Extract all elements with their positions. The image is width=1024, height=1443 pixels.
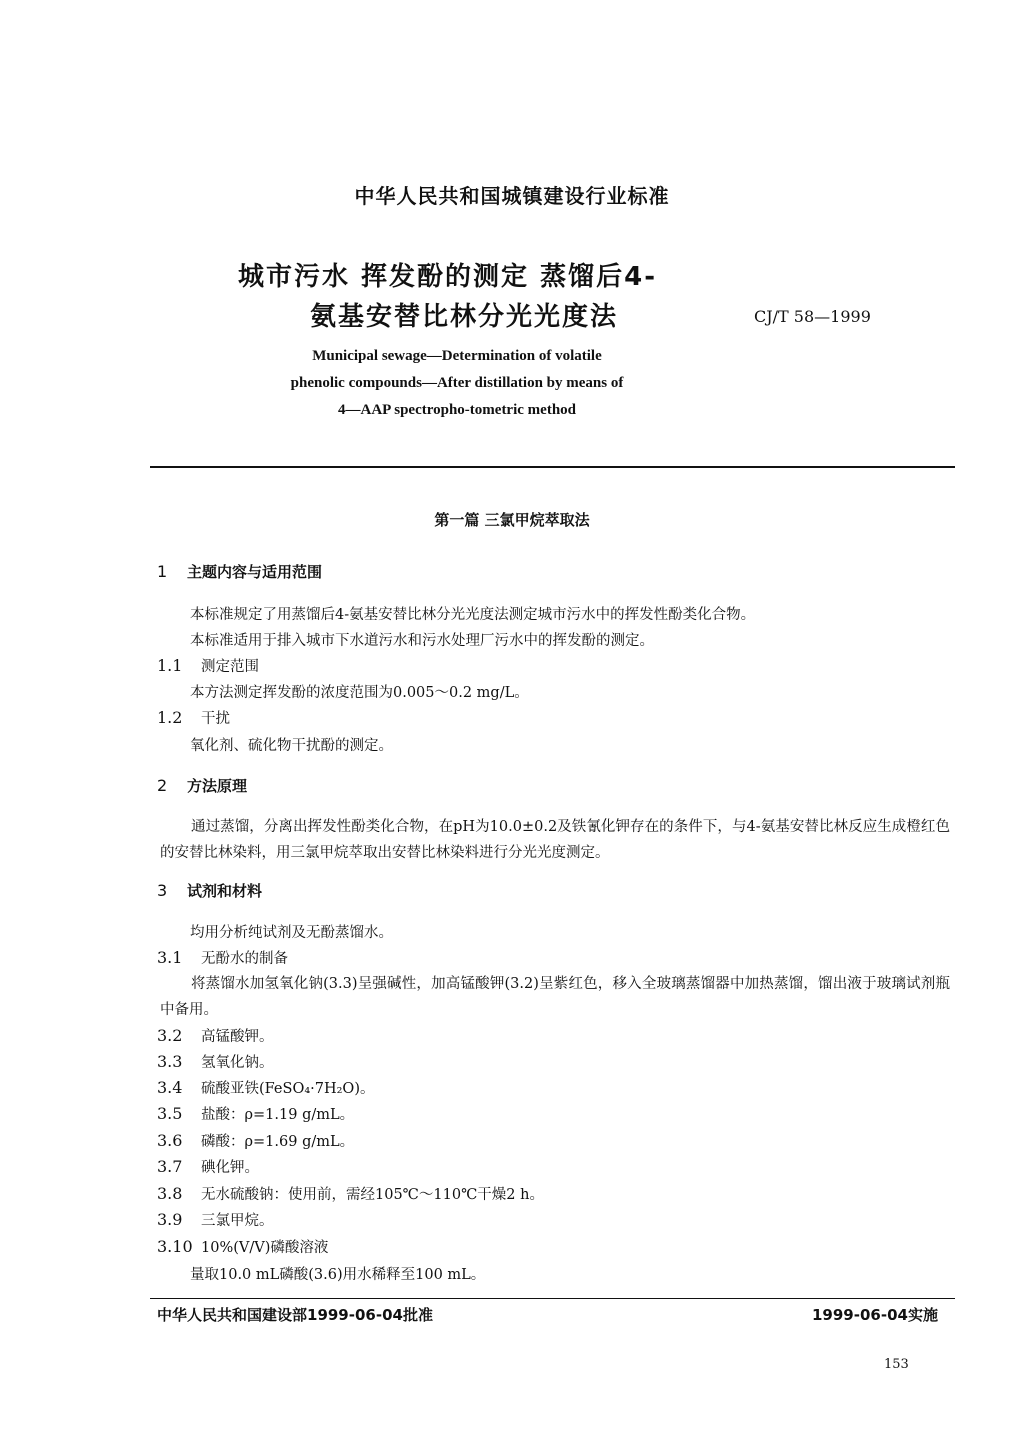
section-1-heading (157, 561, 322, 582)
item-number: 3.7 (157, 1157, 183, 1176)
item-number: 3.3 (157, 1052, 183, 1071)
section-title: 方法原理 (187, 777, 248, 795)
title-line-2: 氨基安替比林分光光度法 (310, 302, 619, 332)
implementation-date: 1999-06-04实施 (812, 1306, 938, 1324)
list-item (157, 1209, 274, 1230)
subsection-1-1-heading (157, 655, 259, 676)
part-title: 第一篇 三氯甲烷萃取法 (434, 511, 590, 529)
page-number: 153 (884, 1357, 909, 1372)
paragraph: 氧化剂、硫化物干扰酚的测定。 (190, 738, 393, 754)
item-text: 无水硫酸钠：使用前，需经105℃～110℃干燥2 h。 (201, 1187, 544, 1203)
paragraph: 均用分析纯试剂及无酚蒸馏水。 (190, 925, 393, 941)
item-text: 磷酸：ρ=1.69 g/mL。 (201, 1134, 355, 1150)
item-text: 氢氧化钠。 (201, 1055, 274, 1071)
list-item (157, 1077, 374, 1098)
title-line-1: 城市污水 挥发酚的测定 蒸馏后4- (238, 262, 657, 292)
item-number: 3.6 (157, 1131, 183, 1150)
english-title-line-2: phenolic compounds—After distillation by means of (290, 375, 624, 391)
subsection-3-1-heading (157, 947, 288, 968)
approval-text: 中华人民共和国建设部1999-06-04批准 (157, 1306, 433, 1324)
list-item (157, 1025, 274, 1046)
subsection-number: 1.2 (157, 708, 183, 727)
list-item (157, 1130, 354, 1151)
english-title-line-3: 4—AAP spectropho-tometric method (337, 402, 576, 418)
section-number: 2 (157, 776, 168, 795)
paragraph: 本方法测定挥发酚的浓度范围为0.005～0.2 mg/L。 (190, 685, 529, 701)
subsection-title: 干扰 (201, 711, 230, 727)
section-number: 3 (157, 881, 168, 900)
list-item (157, 1236, 328, 1257)
item-text: 三氯甲烷。 (201, 1213, 274, 1229)
section-2-heading (157, 775, 247, 796)
list-item (157, 1156, 259, 1177)
footer-divider (150, 1298, 955, 1299)
english-title-line-1: Municipal sewage—Determination of volatile (312, 348, 602, 364)
item-text: 碘化钾。 (201, 1160, 259, 1176)
paragraph: 本标准规定了用蒸馏后4-氨基安替比林分光光度法测定城市污水中的挥发性酚类化合物。 (190, 607, 756, 623)
item-text: 10%(V/V)磷酸溶液 (201, 1240, 329, 1256)
subsection-1-2-heading (157, 707, 230, 728)
list-item (157, 1051, 274, 1072)
subsection-title: 测定范围 (201, 659, 259, 675)
item-number: 3.10 (157, 1237, 193, 1256)
subsection-number: 3.1 (157, 948, 183, 967)
section-title: 试剂和材料 (187, 882, 263, 900)
item-text: 盐酸：ρ=1.19 g/mL。 (201, 1107, 355, 1123)
header-divider (150, 466, 955, 468)
section-title: 主题内容与适用范围 (187, 563, 323, 581)
list-item (157, 1183, 544, 1204)
standard-body-header: 中华人民共和国城镇建设行业标准 (354, 184, 670, 208)
section-3-heading (157, 880, 262, 901)
item-text: 硫酸亚铁(FeSO₄·7H₂O)。 (201, 1081, 375, 1097)
paragraph: 量取10.0 mL磷酸(3.6)用水稀释至100 mL。 (190, 1267, 486, 1283)
paragraph: 通过蒸馏，分离出挥发性酚类化合物，在pH为10.0±0.2及铁氰化钾存在的条件下，与4-氨基安替比林反应生成橙红色的安替比林染料，用三氯甲烷萃取出安替比林染料进行分光光度测定。 (160, 819, 950, 861)
paragraph: 将蒸馏水加氢氧化钠(3.3)呈强碱性，加高锰酸钾(3.2)呈紫红色，移入全玻璃蒸馏器中加热蒸馏，馏出液于玻璃试剂瓶中备用。 (160, 976, 950, 1018)
subsection-number: 1.1 (157, 656, 183, 675)
subsection-title: 无酚水的制备 (201, 951, 288, 967)
section-number: 1 (157, 562, 168, 581)
paragraph: 本标准适用于排入城市下水道污水和污水处理厂污水中的挥发酚的测定。 (190, 633, 654, 649)
item-number: 3.4 (157, 1078, 183, 1097)
standard-number: CJ/T 58—1999 (754, 307, 871, 326)
item-number: 3.8 (157, 1184, 183, 1203)
list-item (157, 1103, 354, 1124)
item-number: 3.2 (157, 1026, 183, 1045)
item-text: 高锰酸钾。 (201, 1029, 274, 1045)
item-number: 3.5 (157, 1104, 183, 1123)
item-number: 3.9 (157, 1210, 183, 1229)
